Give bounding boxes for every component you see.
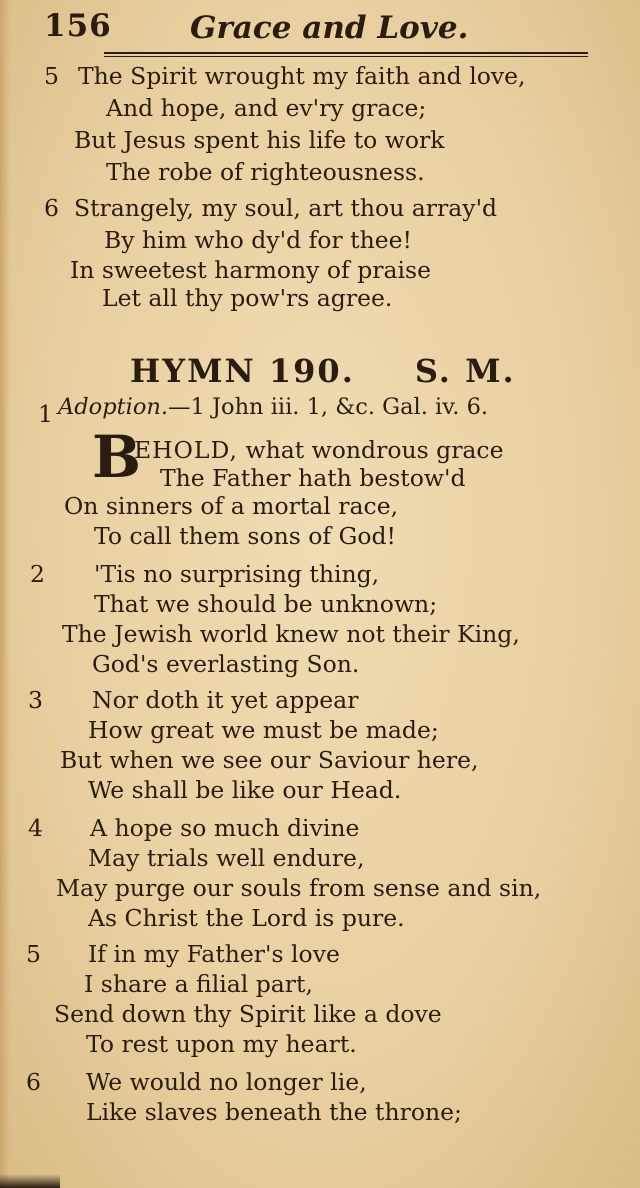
- verse-line: Like slaves beneath the throne;: [86, 1098, 462, 1126]
- header-rule: [104, 52, 588, 57]
- verse-line: If in my Father's love: [88, 940, 340, 968]
- scripture-references: —1 John iii. 1, &c. Gal. iv. 6.: [168, 394, 489, 420]
- verse-number: 4: [28, 814, 43, 842]
- verse-number: 1: [38, 400, 53, 428]
- verse-line: May purge our souls from sense and sin,: [56, 874, 542, 902]
- page-header: [44, 8, 594, 48]
- hymn-title: [130, 352, 516, 390]
- verse-line: Send down thy Spirit like a dove: [54, 1000, 442, 1028]
- verse-line: Strangely, my soul, art thou array'd: [74, 194, 498, 222]
- hymn-topic: Adoption.: [58, 394, 169, 420]
- verse-number: 6: [44, 194, 59, 222]
- verse-line: The robe of righteousness.: [106, 158, 425, 186]
- verse-number: 6: [26, 1068, 41, 1096]
- verse-line: How great we must be made;: [88, 716, 439, 744]
- hymn-number: HYMN 190.: [130, 352, 355, 390]
- verse-number: 3: [28, 686, 43, 714]
- verse-line: Nor doth it yet appear: [92, 686, 359, 714]
- verse-line: As Christ the Lord is pure.: [88, 904, 405, 932]
- page-corner-shadow: [0, 1174, 60, 1188]
- hymn-meter: S. M.: [414, 352, 516, 390]
- verse-line: We would no longer lie,: [86, 1068, 367, 1096]
- verse-line: A hope so much divine: [90, 814, 360, 842]
- verse-line: The Jewish world knew not their King,: [62, 620, 520, 648]
- verse-number: 5: [26, 940, 41, 968]
- verse-line: I share a filial part,: [84, 970, 313, 998]
- verse-line: what wondrous grace: [245, 436, 504, 464]
- running-title: Grace and Love.: [190, 10, 469, 46]
- verse-line: By him who dy'd for thee!: [104, 226, 412, 254]
- verse-line-first: [134, 436, 504, 464]
- verse-line: In sweetest harmony of praise: [70, 256, 431, 284]
- first-word: EHOLD,: [134, 436, 238, 464]
- verse-line: To call them sons of God!: [94, 522, 396, 550]
- hymn-subtitle: [58, 394, 488, 420]
- drop-cap: B: [92, 423, 142, 491]
- page-number: 156: [44, 8, 112, 44]
- verse-line: The Father hath bestow'd: [160, 464, 466, 492]
- verse-line: On sinners of a mortal race,: [64, 492, 399, 520]
- verse-number: 2: [30, 560, 45, 588]
- verse-line: But when we see our Saviour here,: [60, 746, 479, 774]
- verse-line: And hope, and ev'ry grace;: [106, 94, 427, 122]
- page-edge-shadow: [0, 0, 10, 1188]
- verse-line: 'Tis no surprising thing,: [94, 560, 380, 588]
- verse-line: To rest upon my heart.: [86, 1030, 357, 1058]
- verse-line: God's everlasting Son.: [92, 650, 360, 678]
- verse-number: 5: [44, 62, 59, 90]
- verse-line: But Jesus spent his life to work: [74, 126, 445, 154]
- verse-line: May trials well endure,: [88, 844, 365, 872]
- verse-line: That we should be unknown;: [94, 590, 438, 618]
- verse-line: We shall be like our Head.: [88, 776, 402, 804]
- verse-line: The Spirit wrought my faith and love,: [78, 62, 526, 90]
- verse-line: Let all thy pow'rs agree.: [102, 284, 393, 312]
